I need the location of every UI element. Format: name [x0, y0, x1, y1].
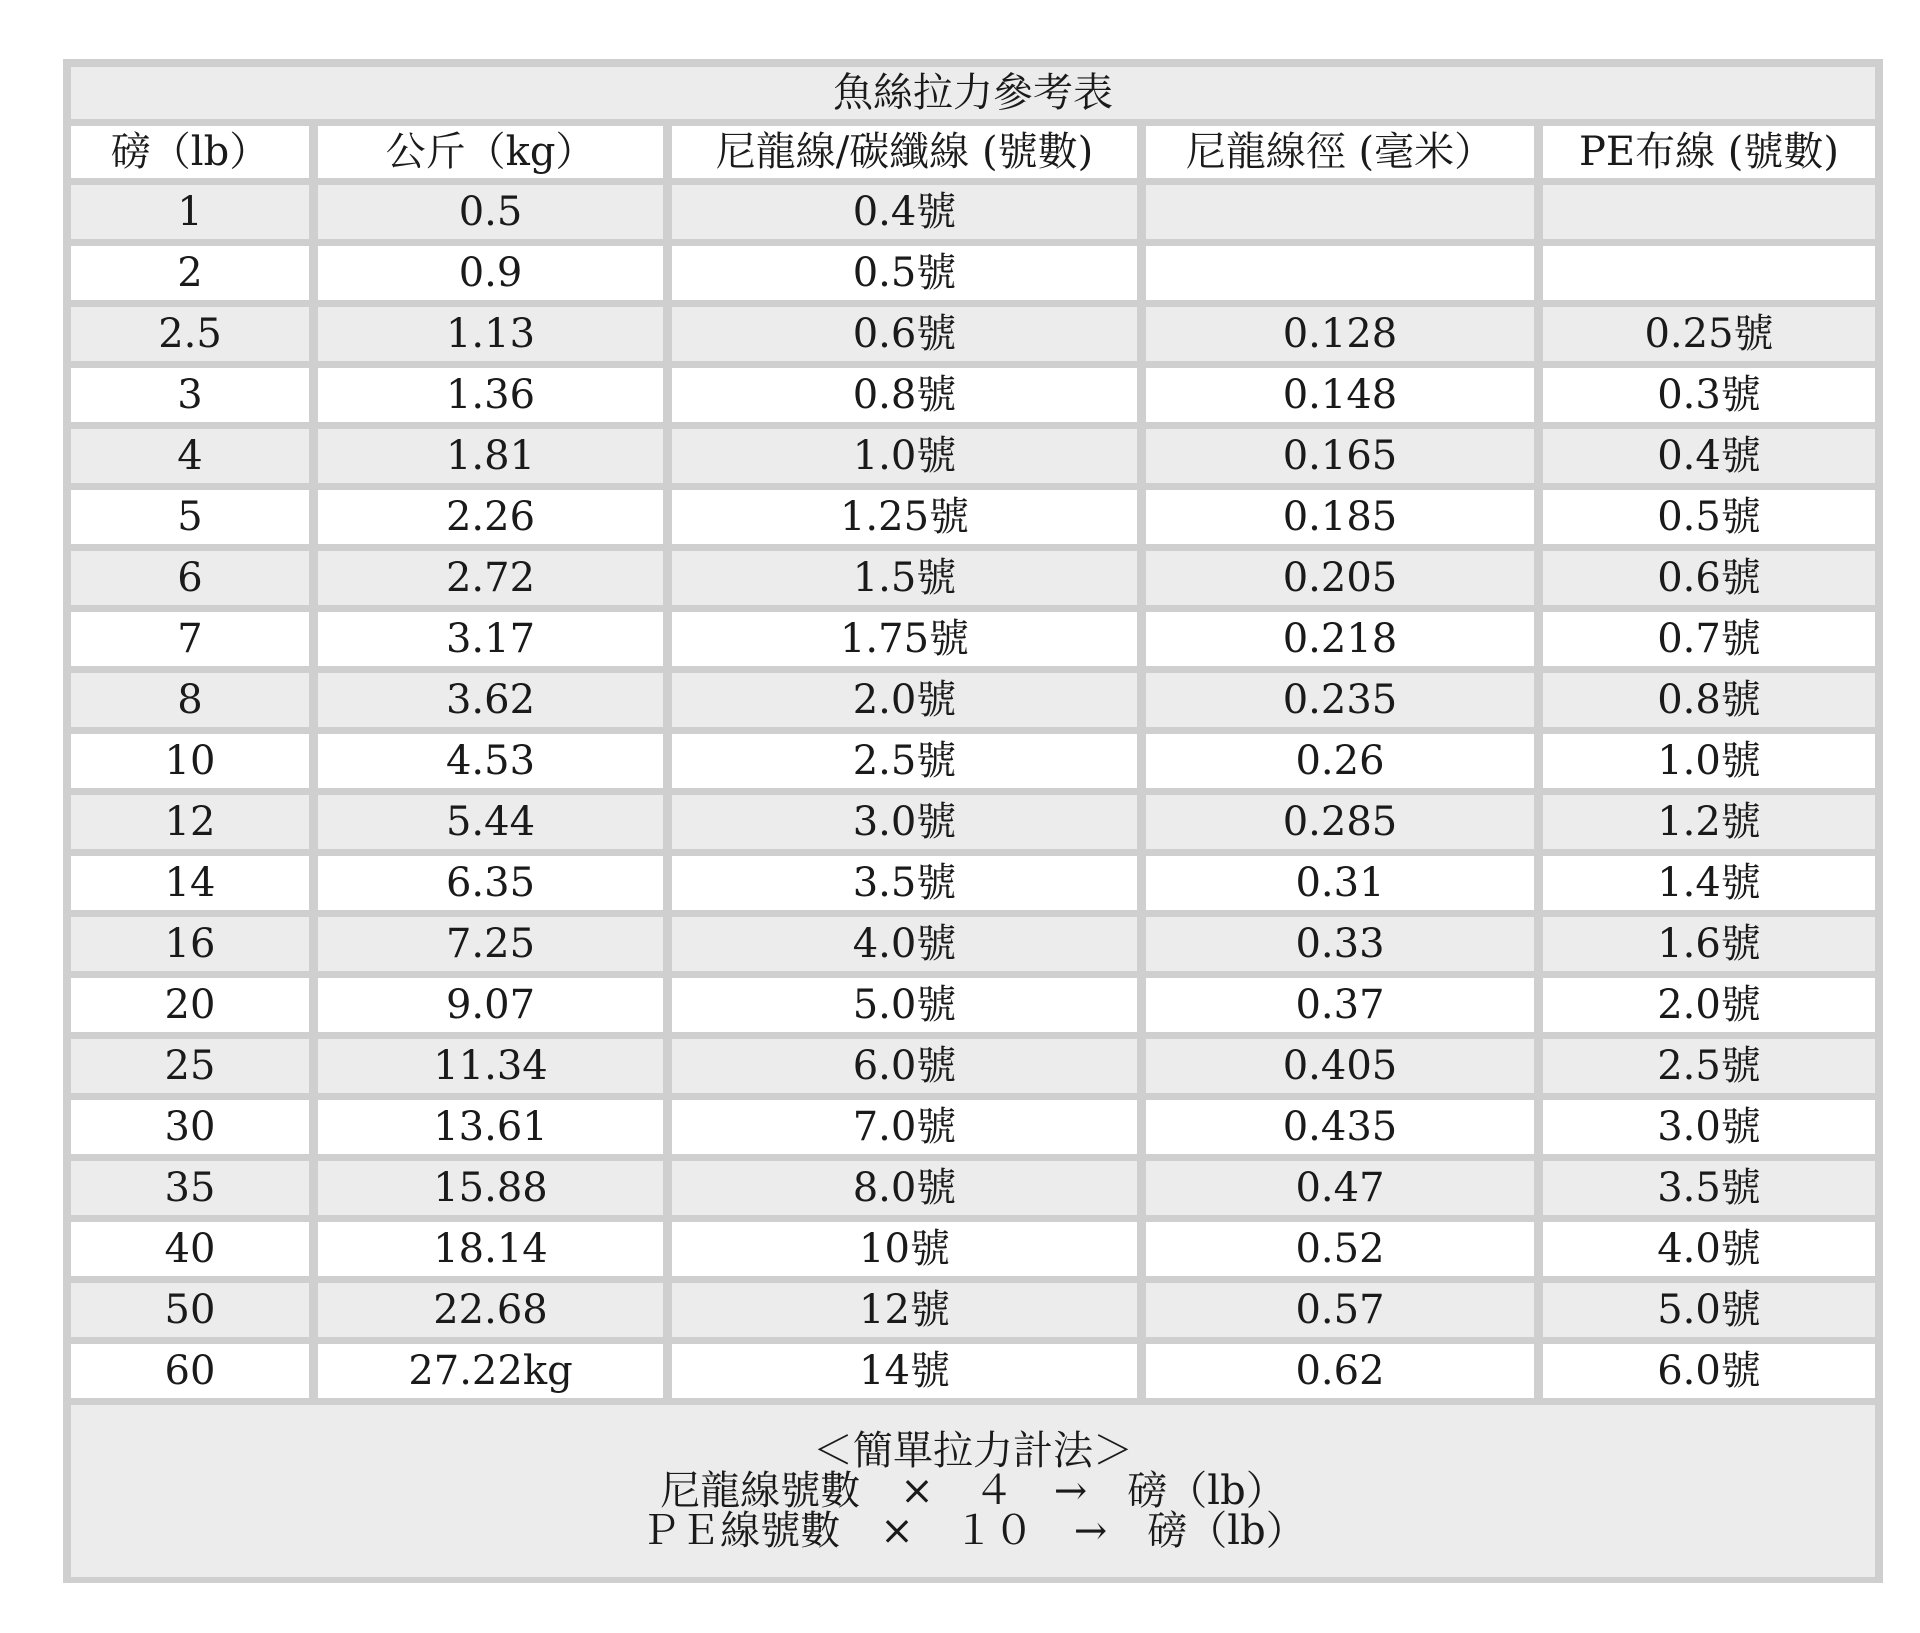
nylon-diameter-cell: 0.26 — [1146, 734, 1534, 788]
table-row — [71, 551, 1875, 605]
kilograms-cell: 7.25 — [318, 917, 663, 971]
pounds-cell: 14 — [71, 856, 309, 910]
nylon-size-cell: 3.0號 — [672, 795, 1137, 849]
nylon-diameter-cell: 0.218 — [1146, 612, 1534, 666]
kilograms-cell: 13.61 — [318, 1100, 663, 1154]
pounds-cell: 7 — [71, 612, 309, 666]
kilograms-cell: 3.62 — [318, 673, 663, 727]
nylon-size-cell: 2.5號 — [672, 734, 1137, 788]
pounds-cell: 4 — [71, 429, 309, 483]
nylon-diameter-cell: 0.57 — [1146, 1283, 1534, 1337]
kilograms-cell: 22.68 — [318, 1283, 663, 1337]
pe-size-cell: 2.0號 — [1543, 978, 1875, 1032]
nylon-size-cell: 2.0號 — [672, 673, 1137, 727]
pe-size-cell: 0.7號 — [1543, 612, 1875, 666]
table-row — [71, 1344, 1875, 1398]
kilograms-cell: 0.9 — [318, 246, 663, 300]
nylon-diameter-cell: 0.148 — [1146, 368, 1534, 422]
nylon-size-cell: 1.5號 — [672, 551, 1137, 605]
kilograms-cell: 5.44 — [318, 795, 663, 849]
pounds-cell: 20 — [71, 978, 309, 1032]
pe-formula: ＰＥ線號數 × １０ → 磅（lb） — [640, 1508, 1306, 1554]
nylon-size-cell: 1.25號 — [672, 490, 1137, 544]
kilograms-cell: 4.53 — [318, 734, 663, 788]
nylon-size-cell: 12號 — [672, 1283, 1137, 1337]
nylon-formula: 尼龍線號數 × ４ → 磅（lb） — [660, 1468, 1286, 1514]
kilograms-cell: 1.36 — [318, 368, 663, 422]
nylon-diameter-cell: 0.205 — [1146, 551, 1534, 605]
kilograms-cell: 11.34 — [318, 1039, 663, 1093]
nylon-size-cell: 10號 — [672, 1222, 1137, 1276]
nylon-diameter-cell — [1146, 185, 1534, 239]
header-nylon-diameter: 尼龍線徑 (毫米） — [1146, 126, 1534, 178]
pe-size-cell: 4.0號 — [1543, 1222, 1875, 1276]
header-pounds: 磅（lb） — [71, 126, 309, 178]
nylon-diameter-cell: 0.37 — [1146, 978, 1534, 1032]
pe-size-cell: 3.5號 — [1543, 1161, 1875, 1215]
kilograms-cell: 2.72 — [318, 551, 663, 605]
header-pe-braid-size: PE布線 (號數) — [1543, 126, 1875, 178]
pounds-cell: 60 — [71, 1344, 309, 1398]
table-row — [71, 490, 1875, 544]
pounds-cell: 30 — [71, 1100, 309, 1154]
pe-size-cell: 5.0號 — [1543, 1283, 1875, 1337]
nylon-size-cell: 0.5號 — [672, 246, 1137, 300]
pounds-cell: 35 — [71, 1161, 309, 1215]
pe-size-cell: 0.6號 — [1543, 551, 1875, 605]
nylon-diameter-cell: 0.33 — [1146, 917, 1534, 971]
pe-size-cell — [1543, 246, 1875, 300]
pounds-cell: 2.5 — [71, 307, 309, 361]
pe-size-cell — [1543, 185, 1875, 239]
pounds-cell: 6 — [71, 551, 309, 605]
table-row — [71, 307, 1875, 361]
nylon-diameter-cell: 0.435 — [1146, 1100, 1534, 1154]
reference-table-frame — [63, 59, 1883, 1583]
nylon-diameter-cell: 0.165 — [1146, 429, 1534, 483]
pe-size-cell: 0.8號 — [1543, 673, 1875, 727]
header-kilograms: 公斤（kg） — [318, 126, 663, 178]
table-row — [71, 1222, 1875, 1276]
table-row — [71, 795, 1875, 849]
pe-size-cell: 6.0號 — [1543, 1344, 1875, 1398]
notes-heading: ＜簡單拉力計法＞ — [813, 1428, 1133, 1474]
nylon-size-cell: 0.6號 — [672, 307, 1137, 361]
nylon-size-cell: 6.0號 — [672, 1039, 1137, 1093]
nylon-diameter-cell: 0.405 — [1146, 1039, 1534, 1093]
pounds-cell: 40 — [71, 1222, 309, 1276]
table-row — [71, 917, 1875, 971]
header-row — [71, 126, 1875, 178]
pounds-cell: 16 — [71, 917, 309, 971]
pounds-cell: 25 — [71, 1039, 309, 1093]
pe-size-cell: 1.2號 — [1543, 795, 1875, 849]
table-row — [71, 612, 1875, 666]
pounds-cell: 12 — [71, 795, 309, 849]
kilograms-cell: 2.26 — [318, 490, 663, 544]
kilograms-cell: 15.88 — [318, 1161, 663, 1215]
table-row — [71, 185, 1875, 239]
table-row — [71, 246, 1875, 300]
pe-size-cell: 1.6號 — [1543, 917, 1875, 971]
nylon-diameter-cell: 0.31 — [1146, 856, 1534, 910]
table-row — [71, 734, 1875, 788]
pounds-cell: 3 — [71, 368, 309, 422]
kilograms-cell: 1.81 — [318, 429, 663, 483]
kilograms-cell: 6.35 — [318, 856, 663, 910]
nylon-diameter-cell: 0.235 — [1146, 673, 1534, 727]
pounds-cell: 1 — [71, 185, 309, 239]
table-row — [71, 1100, 1875, 1154]
kilograms-cell: 18.14 — [318, 1222, 663, 1276]
pounds-cell: 50 — [71, 1283, 309, 1337]
nylon-size-cell: 1.0號 — [672, 429, 1137, 483]
nylon-diameter-cell: 0.285 — [1146, 795, 1534, 849]
nylon-size-cell: 4.0號 — [672, 917, 1137, 971]
pe-size-cell: 0.5號 — [1543, 490, 1875, 544]
pounds-cell: 10 — [71, 734, 309, 788]
table-title: 魚絲拉力參考表 — [71, 67, 1875, 119]
table-row — [71, 368, 1875, 422]
nylon-diameter-cell: 0.185 — [1146, 490, 1534, 544]
kilograms-cell: 9.07 — [318, 978, 663, 1032]
header-nylon-carbon-size: 尼龍線/碳纖線 (號數) — [672, 126, 1137, 178]
calculation-notes — [71, 1405, 1875, 1577]
pe-size-cell: 0.4號 — [1543, 429, 1875, 483]
nylon-diameter-cell — [1146, 246, 1534, 300]
pounds-cell: 2 — [71, 246, 309, 300]
nylon-diameter-cell: 0.47 — [1146, 1161, 1534, 1215]
nylon-size-cell: 8.0號 — [672, 1161, 1137, 1215]
kilograms-cell: 3.17 — [318, 612, 663, 666]
table-row — [71, 1161, 1875, 1215]
pe-size-cell: 2.5號 — [1543, 1039, 1875, 1093]
table-row — [71, 978, 1875, 1032]
nylon-size-cell: 0.4號 — [672, 185, 1137, 239]
nylon-size-cell: 7.0號 — [672, 1100, 1137, 1154]
kilograms-cell: 27.22kg — [318, 1344, 663, 1398]
pe-size-cell: 3.0號 — [1543, 1100, 1875, 1154]
table-row — [71, 673, 1875, 727]
pe-size-cell: 0.25號 — [1543, 307, 1875, 361]
pe-size-cell: 1.4號 — [1543, 856, 1875, 910]
table-row — [71, 429, 1875, 483]
table-row — [71, 1283, 1875, 1337]
nylon-size-cell: 3.5號 — [672, 856, 1137, 910]
table-row — [71, 1039, 1875, 1093]
nylon-diameter-cell: 0.52 — [1146, 1222, 1534, 1276]
nylon-diameter-cell: 0.62 — [1146, 1344, 1534, 1398]
kilograms-cell: 0.5 — [318, 185, 663, 239]
kilograms-cell: 1.13 — [318, 307, 663, 361]
nylon-size-cell: 0.8號 — [672, 368, 1137, 422]
nylon-size-cell: 5.0號 — [672, 978, 1137, 1032]
fishing-line-strength-table — [62, 60, 1884, 1584]
pe-size-cell: 1.0號 — [1543, 734, 1875, 788]
pounds-cell: 8 — [71, 673, 309, 727]
pe-size-cell: 0.3號 — [1543, 368, 1875, 422]
nylon-diameter-cell: 0.128 — [1146, 307, 1534, 361]
nylon-size-cell: 1.75號 — [672, 612, 1137, 666]
table-row — [71, 856, 1875, 910]
nylon-size-cell: 14號 — [672, 1344, 1137, 1398]
pounds-cell: 5 — [71, 490, 309, 544]
